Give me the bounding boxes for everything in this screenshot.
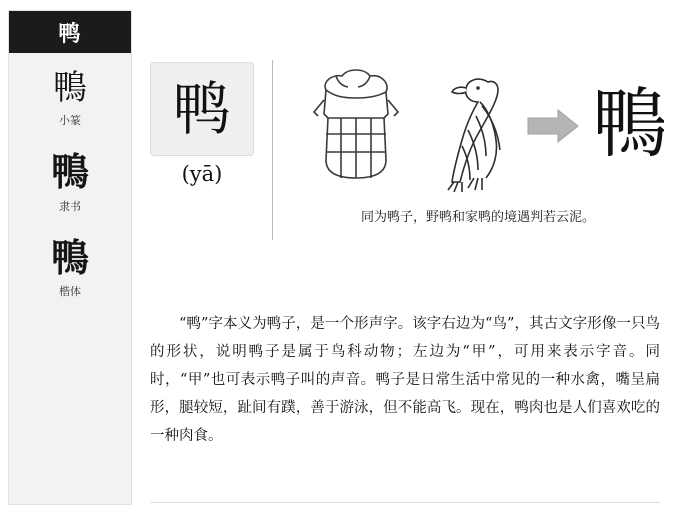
seal-script-character: 鴨	[592, 79, 664, 168]
script-label-regular: 楷体	[59, 285, 81, 299]
headword-character-box	[150, 62, 254, 156]
script-glyph-seal: 鴨	[53, 68, 87, 108]
script-glyph-regular: 鴨	[50, 234, 89, 280]
illustration-svg	[292, 56, 664, 196]
duck-cage-drawing	[314, 70, 398, 178]
script-label-seal: 小篆	[59, 114, 81, 128]
script-glyph-clerical: 鴨	[50, 149, 89, 195]
main-content	[146, 10, 668, 505]
explanation-paragraph: “鸭”字本义为鸭子，是一个形声字。该字右边为“鸟”，其古文字形像一只鸟的形状，说明鸭子是属于鸟科动物；左边为“甲”，可用来表示字音。同时，“甲”也可表示鸭子叫的声音。鸭子是日常生活中常见的一种水禽，嘴呈扁形，腿较短，趾间有蹼，善于游泳，但不能高飞。现在，鸭肉也是人们喜欢吃的一种肉食。	[150, 316, 660, 444]
vertical-divider	[272, 60, 273, 240]
headword-pinyin: (yā)	[181, 162, 223, 186]
script-item-regular[interactable]	[9, 236, 131, 300]
illustration-caption: 同为鸭子，野鸭和家鸭的境遇判若云泥。	[360, 210, 595, 225]
script-list	[9, 53, 131, 299]
illustration-group	[292, 56, 664, 196]
sidebar-header-character: 鸭	[9, 11, 131, 53]
headword-character: 鸭	[172, 75, 231, 143]
script-sidebar	[8, 10, 132, 505]
script-label-clerical: 隶书	[59, 199, 81, 213]
bottom-divider	[150, 502, 660, 503]
duck-bird-drawing	[448, 79, 500, 192]
right-arrow-icon	[528, 110, 578, 142]
character-illustration-row	[146, 10, 668, 225]
script-item-clerical[interactable]	[9, 150, 131, 214]
script-item-seal[interactable]	[9, 69, 131, 128]
